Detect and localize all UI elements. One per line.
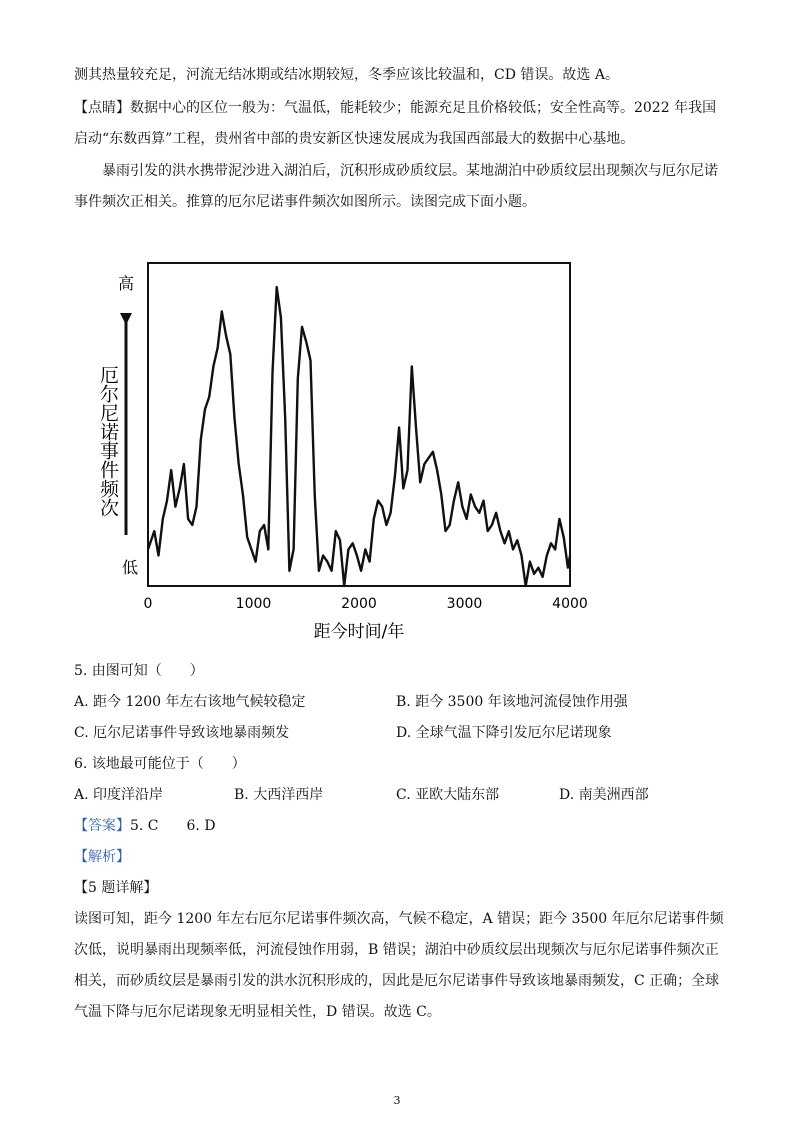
answer-label: 【答案】 — [74, 818, 130, 834]
x-tick-label: 2000 — [341, 596, 377, 612]
q6-option-c: C. 亚欧大陆东部 — [396, 787, 500, 803]
x-axis-label: 距今时间/年 — [313, 622, 405, 642]
q6-stem: 6. 该地最可能位于（ ） — [74, 756, 246, 772]
q6-option-a: A. 印度洋沿岸 — [74, 787, 164, 803]
detail-text: 读图可知，距今 1200 年左右厄尔尼诺事件频次高，气候不稳定，A 错误；距今 3500 年厄尔尼诺事件频次低，说明暴雨出现频率低，河流侵蚀作用弱，B 错误；湖泊中砂质纹层出现频次与厄尔尼诺事件频次正相关，而砂质纹层是暴雨引发的洪水沉积形成的，因此是厄尔尼诺事件导致该地暴雨频发，C 正确；全球气温下降与厄尔尼诺现象无明显相关性，D 错误。故选 C。 — [74, 911, 724, 1020]
x-ticks — [144, 596, 588, 612]
tip-label: 【点睛】 — [74, 100, 130, 116]
page-number: 3 — [393, 1094, 401, 1107]
q6-options-row — [74, 780, 724, 811]
intro-line: 测其热量较充足，河流无结冰期或结冰期较短，冬季应该比较温和，CD 错误。故选 A。 — [74, 67, 619, 83]
q5-option-c: C. 厄尔尼诺事件导致该地暴雨频发 — [74, 725, 290, 741]
q5-option-a: A. 距今 1200 年左右该地气候较稳定 — [74, 694, 306, 710]
y-axis-label: 厄尔尼诺事件频次 — [97, 365, 119, 517]
q5-options-row2 — [74, 718, 724, 749]
answer-line — [74, 811, 724, 842]
elnino-frequency-line — [148, 287, 570, 586]
q5-stem: 5. 由图可知（ ） — [74, 663, 204, 679]
answer-text: 5. C 6. D — [130, 818, 216, 834]
q6-option-d: D. 南美洲西部 — [559, 787, 649, 803]
x-tick-label: 4000 — [552, 596, 588, 612]
q5-options-row1 — [74, 687, 724, 718]
y-high-label: 高 — [117, 274, 135, 293]
passage-text: 暴雨引发的洪水携带泥沙进入湖泊后，沉积形成砂质纹层。某地湖泊中砂质纹层出现频次与厄尔尼诺事件频次正相关。推算的厄尔尼诺事件频次如图所示。读图完成下面小题。 — [74, 163, 718, 210]
analysis-label: 【解析】 — [74, 849, 130, 865]
q5-option-d: D. 全球气温下降引发厄尔尼诺现象 — [396, 725, 612, 741]
elnino-chart — [90, 255, 600, 645]
x-tick-label: 0 — [143, 596, 153, 612]
q5-option-b: B. 距今 3500 年该地河流侵蚀作用强 — [396, 694, 628, 710]
tip-paragraph — [74, 93, 724, 155]
x-tick-label: 3000 — [446, 596, 483, 612]
tip-text: 数据中心的区位一般为：气温低，能耗较少；能源充足且价格较低；安全性高等。2022 年我国启动“东数西算”工程，贵州省中部的贵安新区快速发展成为我国西部最大的数据中心基地。 — [74, 100, 717, 147]
y-low-label: 低 — [121, 558, 139, 577]
detail-label: 【5 题详解】 — [74, 880, 158, 896]
x-tick-label: 1000 — [235, 596, 272, 612]
q6-option-b: B. 大西洋西岸 — [234, 787, 324, 803]
